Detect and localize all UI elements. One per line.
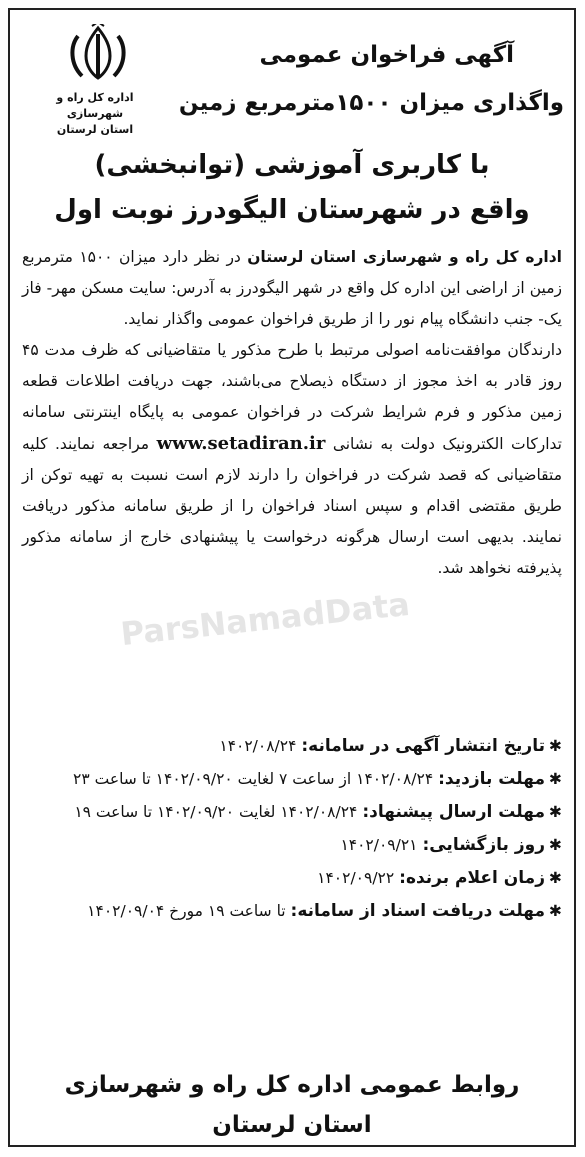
title-line-3: با کاربری آموزشی (توانبخشی) bbox=[94, 150, 490, 180]
website-link[interactable]: www.setadiran.ir bbox=[156, 433, 326, 454]
schedule-label: زمان اعلام برنده: bbox=[399, 868, 545, 888]
org-line-1: اداره کل راه و شهرسازی bbox=[56, 91, 134, 120]
announcement-page bbox=[8, 8, 576, 1147]
schedule-item bbox=[22, 796, 562, 829]
schedule-item bbox=[22, 730, 562, 763]
footer-signature bbox=[10, 1065, 574, 1145]
schedule-label: مهلت دریافت اسناد از سامانه: bbox=[290, 901, 545, 921]
bullet-star-icon: ✱ bbox=[549, 836, 562, 854]
iran-emblem-icon bbox=[60, 24, 136, 84]
title-line-2: واگذاری میزان ۱۵۰۰مترمربع زمین bbox=[178, 90, 564, 116]
paragraph-2-text-a: دارندگان موافقت‌نامه اصولی مرتبط با طرح مذکور یا متقاضیانی که ظرف مدت ۴۵ روز قادر به اخذ مجوز از دستگاه ذیصلاح می‌باشند، جهت دریافت اطلاعات قطعه زمین مذکور و فرم شرایط شرکت در فراخوان عمومی به پایگاه اینترنتی سامانه تدارکات الکترونیک دولت به نشانی bbox=[22, 341, 562, 453]
schedule-label: روز بازگشایی: bbox=[422, 835, 545, 855]
schedule-item bbox=[22, 862, 562, 895]
schedule-label: تاریخ انتشار آگهی در سامانه: bbox=[301, 736, 545, 756]
title-line-4: واقع در شهرستان الیگودرز نوبت اول bbox=[54, 195, 530, 225]
paragraph-2 bbox=[22, 335, 562, 584]
title-line-1: آگهی فراخوان عمومی bbox=[259, 42, 514, 68]
schedule-value: ۱۴۰۲/۰۸/۲۴ bbox=[219, 737, 302, 755]
schedule-value: ۱۴۰۲/۰۸/۲۴ از ساعت ۷ لغایت ۱۴۰۲/۰۹/۲۰ تا ساعت ۲۳ bbox=[73, 770, 439, 788]
announcement-body bbox=[22, 242, 562, 584]
bullet-star-icon: ✱ bbox=[549, 803, 562, 821]
schedule-value: تا ساعت ۱۹ مورخ ۱۴۰۲/۰۹/۰۴ bbox=[87, 902, 291, 920]
schedule-value: ۱۴۰۲/۰۸/۲۴ لغایت ۱۴۰۲/۰۹/۲۰ تا ساعت ۱۹ bbox=[74, 803, 363, 821]
bullet-star-icon: ✱ bbox=[549, 770, 562, 788]
schedule-value: ۱۴۰۲/۰۹/۲۲ bbox=[317, 869, 400, 887]
paragraph-1 bbox=[22, 242, 562, 335]
schedule-item bbox=[22, 829, 562, 862]
header bbox=[10, 20, 574, 136]
watermark: ParsNamadData bbox=[118, 584, 412, 654]
org-name bbox=[30, 90, 160, 138]
schedule-label: مهلت بازدید: bbox=[438, 769, 545, 789]
schedule-label: مهلت ارسال پیشنهاد: bbox=[362, 802, 545, 822]
bullet-star-icon: ✱ bbox=[549, 902, 562, 920]
schedule-value: ۱۴۰۲/۰۹/۲۱ bbox=[340, 836, 423, 854]
footer-line-1: روابط عمومی اداره کل راه و شهرسازی bbox=[64, 1072, 520, 1098]
org-line-2: استان لرستان bbox=[56, 123, 134, 136]
paragraph-2-text-b: مراجعه نمایند. کلیه متقاضیانی که قصد شرکت در فراخوان را دارند لازم است نسبت به تهیه توکن از طریق مقتضی اقدام و سپس اسناد فراخوان را از طریق سامانه مذکور دریافت نمایند. بدیهی است ارسال هرگونه درخواست یا پیشنهادی خارج از سامانه مذکور پذیرفته نخواهد شد. bbox=[22, 435, 562, 577]
schedule-list bbox=[22, 730, 562, 928]
schedule-item bbox=[22, 763, 562, 796]
bullet-star-icon: ✱ bbox=[549, 737, 562, 755]
paragraph-1-text: در نظر دارد میزان ۱۵۰۰ مترمربع زمین از اراضی این اداره کل واقع در شهر الیگودرز به آدرس: سایت مسکن مهر- فاز یک- جنب دانشگاه پیام نور را از طریق فراخوان عمومی واگذار نماید. bbox=[22, 248, 562, 328]
paragraph-1-org: اداره کل راه و شهرسازی استان لرستان bbox=[247, 248, 562, 266]
footer-line-2: استان لرستان bbox=[212, 1112, 372, 1138]
schedule-item bbox=[22, 895, 562, 928]
bullet-star-icon: ✱ bbox=[549, 869, 562, 887]
